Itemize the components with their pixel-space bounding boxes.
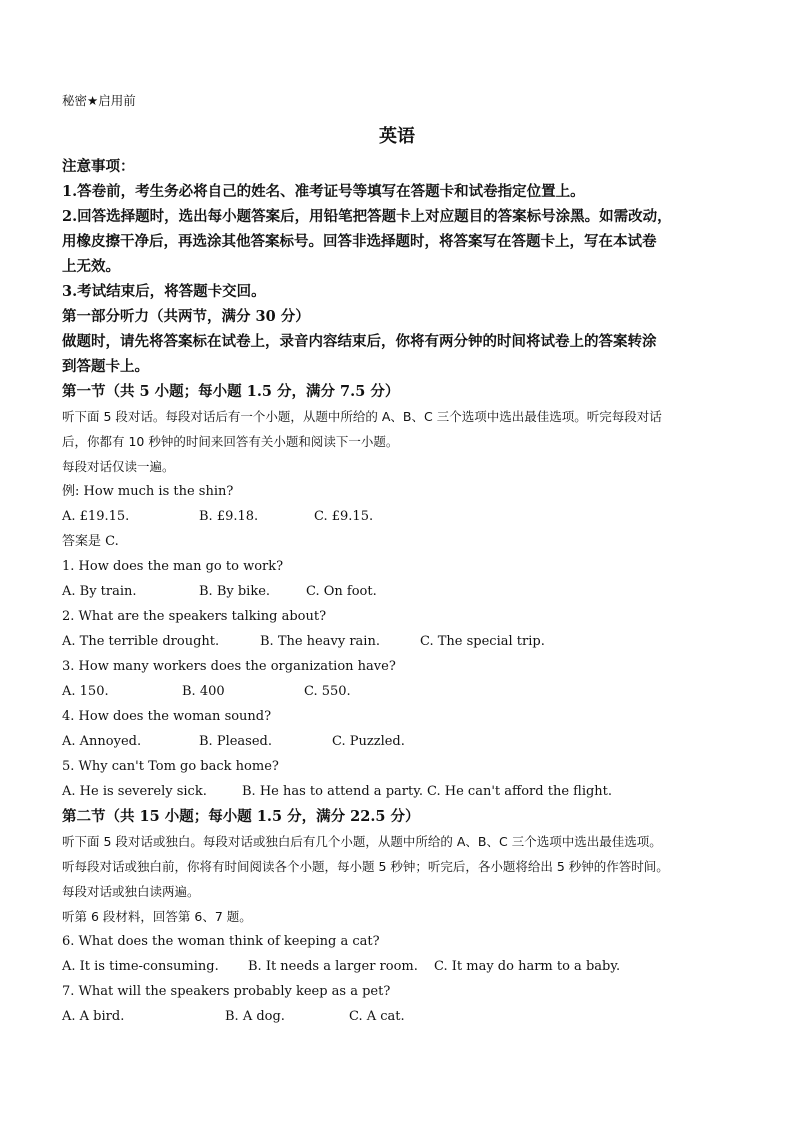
notice-item-3: 3.考试结束后，将答题卡交回。 <box>62 283 266 300</box>
section2-instruction-line-2: 听每段对话或独白前，你将有时间阅读各个小题，每小题 5 秒钟；听完后，各小题将给出 5 秒钟的作答时间。 <box>62 859 669 874</box>
option-a: A. Annoyed. <box>62 734 142 749</box>
example-answer: 答案是 C. <box>62 534 119 549</box>
part1-heading: 第一部分听力（共两节，满分 30 分） <box>62 308 310 325</box>
notice-item-2-line-3: 上无效。 <box>62 258 120 275</box>
option-c: C. He can't afford the flight. <box>427 784 613 799</box>
option-c: C. The special trip. <box>420 634 545 649</box>
section1-instruction-line-2: 后，你都有 10 秒钟的时间来回答有关小题和阅读下一小题。 <box>62 434 399 449</box>
notice-heading: 注意事项： <box>62 158 135 175</box>
section1-instruction-line-1: 听下面 5 段对话。每段对话后有一个小题，从题中所给的 A、B、C 三个选项中选出最佳选项。听完每段对话 <box>62 409 662 424</box>
confidential-label: 秘密★启用前 <box>62 93 136 108</box>
option-a: A. A bird. <box>62 1009 125 1024</box>
question-2: 2. What are the speakers talking about? <box>62 609 327 624</box>
option-a: A. He is severely sick. <box>62 784 207 799</box>
notice-item-2-line-2: 用橡皮擦干净后，再选涂其他答案标号。回答非选择题时，将答案写在答题卡上，写在本试卷 <box>62 233 657 250</box>
option-c: C. £9.15. <box>314 509 374 524</box>
part1-instruction-line-1: 做题时，请先将答案标在试卷上，录音内容结束后，你将有两分钟的时间将试卷上的答案转涂 <box>62 333 657 350</box>
question-3: 3. How many workers does the organization have? <box>62 659 396 674</box>
question-5: 5. Why can't Tom go back home? <box>62 759 279 774</box>
option-b: B. By bike. <box>199 584 271 599</box>
option-a: A. The terrible drought. <box>62 634 220 649</box>
section2-instruction-line-1: 听下面 5 段对话或独白。每段对话或独白后有几个小题，从题中所给的 A、B、C 三个选项中选出最佳选项。 <box>62 834 662 849</box>
example-question: 例: How much is the shin? <box>62 484 234 499</box>
question-6: 6. What does the woman think of keeping a cat? <box>62 934 380 949</box>
section1-instruction-line-3: 每段对话仅读一遍。 <box>62 459 175 474</box>
option-a: A. £19.15. <box>62 509 130 524</box>
option-c: C. A cat. <box>349 1009 405 1024</box>
option-b: B. 400 <box>182 684 225 699</box>
section1-heading: 第一节（共 5 小题；每小题 1.5 分，满分 7.5 分） <box>62 383 400 400</box>
section2-heading: 第二节（共 15 小题；每小题 1.5 分，满分 22.5 分） <box>62 808 420 825</box>
option-b: B. He has to attend a party. <box>242 784 423 799</box>
material-6-label: 听第 6 段材料，回答第 6、7 题。 <box>62 909 252 924</box>
option-c: C. Puzzled. <box>332 734 405 749</box>
option-c: C. 550. <box>304 684 351 699</box>
option-a: A. By train. <box>62 584 137 599</box>
option-c: C. On foot. <box>306 584 377 599</box>
option-b: B. It needs a larger room. <box>248 959 418 974</box>
option-b: B. £9.18. <box>199 509 259 524</box>
option-b: B. The heavy rain. <box>260 634 380 649</box>
notice-item-1: 1.答卷前，考生务必将自己的姓名、准考证号等填写在答题卡和试卷指定位置上。 <box>62 183 585 200</box>
notice-item-2-line-1: 2.回答选择题时，选出每小题答案后，用铅笔把答题卡上对应题目的答案标号涂黑。如需改动， <box>62 208 672 225</box>
question-7: 7. What will the speakers probably keep as a pet? <box>62 984 391 999</box>
part1-instruction-line-2: 到答题卡上。 <box>62 358 149 375</box>
page-title: 英语 <box>379 126 415 147</box>
option-b: B. Pleased. <box>199 734 272 749</box>
question-4: 4. How does the woman sound? <box>62 709 272 724</box>
question-1: 1. How does the man go to work? <box>62 559 284 574</box>
option-c: C. It may do harm to a baby. <box>434 959 621 974</box>
section2-instruction-line-3: 每段对话或独白读两遍。 <box>62 884 200 899</box>
option-a: A. 150. <box>62 684 109 699</box>
option-b: B. A dog. <box>225 1009 285 1024</box>
option-a: A. It is time-consuming. <box>62 959 219 974</box>
